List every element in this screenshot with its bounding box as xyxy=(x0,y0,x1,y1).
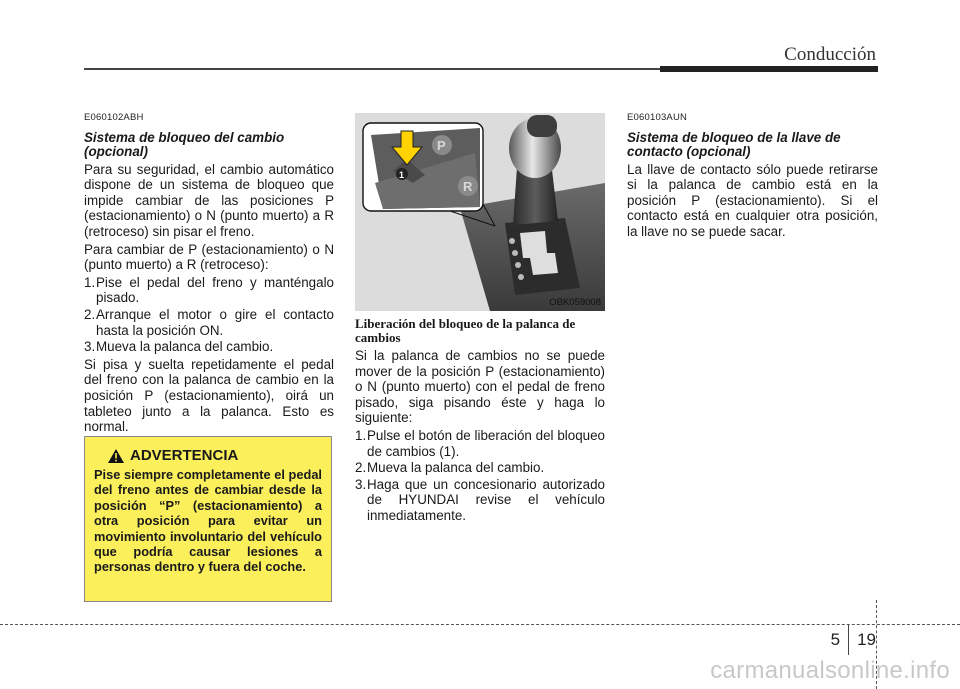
paragraph: Para cambiar de P (estacionamiento) o N (punto muerto) a R (retroceso): xyxy=(84,241,334,273)
subheading-shift-lock: Sistema de bloqueo del cambio (opcional) xyxy=(84,129,285,159)
footer-rule xyxy=(0,624,960,625)
column-middle xyxy=(355,317,605,526)
paragraph: Si la palanca de cambios no se puede mover de la posición P (estacionamiento) o N (punto muerto) con el pedal de freno pisado, siga pisando éste y haga lo siguiente: xyxy=(355,348,605,426)
warning-text: Pise siempre completamente el pedal del freno antes de cambiar desde la posición “P” (estacionamiento) a otra posición para evitar un movimiento involuntario del vehículo que podría causar lesiones a personas dentro y fuera del coche. xyxy=(94,467,322,575)
column-right xyxy=(627,110,878,242)
heading-lever-release: Liberación del bloqueo de la palanca de cambios xyxy=(355,316,576,345)
section-code: E060102ABH xyxy=(84,112,144,123)
column-left xyxy=(84,110,334,437)
warning-box xyxy=(84,436,332,602)
list-item: 3. Haga que un concesionario autorizado de HYUNDAI revise el vehículo inmediatamente. xyxy=(355,476,605,523)
page-number xyxy=(831,625,876,655)
svg-text:P: P xyxy=(437,138,446,153)
section-code: E060103AUN xyxy=(627,112,688,123)
warning-icon xyxy=(108,449,124,463)
list-item: 1. Pulse el botón de liberación del bloqueo de cambios (1). xyxy=(355,427,605,459)
svg-text:R: R xyxy=(463,179,473,194)
chapter-number: 5 xyxy=(830,630,841,649)
list-item: 2. Mueva la palanca del cambio. xyxy=(355,460,545,476)
page-number-separator xyxy=(848,625,849,655)
list-item: 3. Mueva la palanca del cambio. xyxy=(84,339,274,355)
paragraph: Si pisa y suelta repetidamente el pedal del freno con la palanca de cambio en la posición P (estacionamiento), oirá un tableteo junto a la palanca. Esto es normal. xyxy=(84,356,334,435)
paragraph: Para su seguridad, el cambio automático dispone de un sistema de bloqueo que impide cambiar de las posiciones P (estacionamiento) o N (punto muerto) a R (retroceso) sin pisar el freno. xyxy=(84,161,334,239)
header-rule xyxy=(84,68,660,70)
page-index: 19 xyxy=(857,630,876,649)
steps-list xyxy=(355,428,605,524)
subheading-key-lock: Sistema de bloqueo de la llave de contacto (opcional) xyxy=(627,129,841,159)
figure-code: OBK059008 xyxy=(549,297,601,308)
shift-lever-illustration xyxy=(355,113,605,311)
steps-list xyxy=(84,275,334,355)
section-title: Conducción xyxy=(784,44,876,65)
list-item: 2. Arranque el motor o gire el contacto hasta la posición ON. xyxy=(84,306,334,338)
list-item: 1. Pise el pedal del freno y manténgalo pisado. xyxy=(84,274,334,306)
svg-text:1: 1 xyxy=(399,170,405,180)
header-bar xyxy=(660,66,878,72)
paragraph: La llave de contacto sólo puede retirarse si la palanca de cambio está en la posición P (estacionamiento). Si el contacto está en cualquier otra posición, la llave no se puede sacar. xyxy=(627,161,878,239)
watermark: carmanualsonline.info xyxy=(710,657,950,684)
shift-lever-figure xyxy=(355,113,605,311)
warning-title: ADVERTENCIA xyxy=(108,447,322,464)
